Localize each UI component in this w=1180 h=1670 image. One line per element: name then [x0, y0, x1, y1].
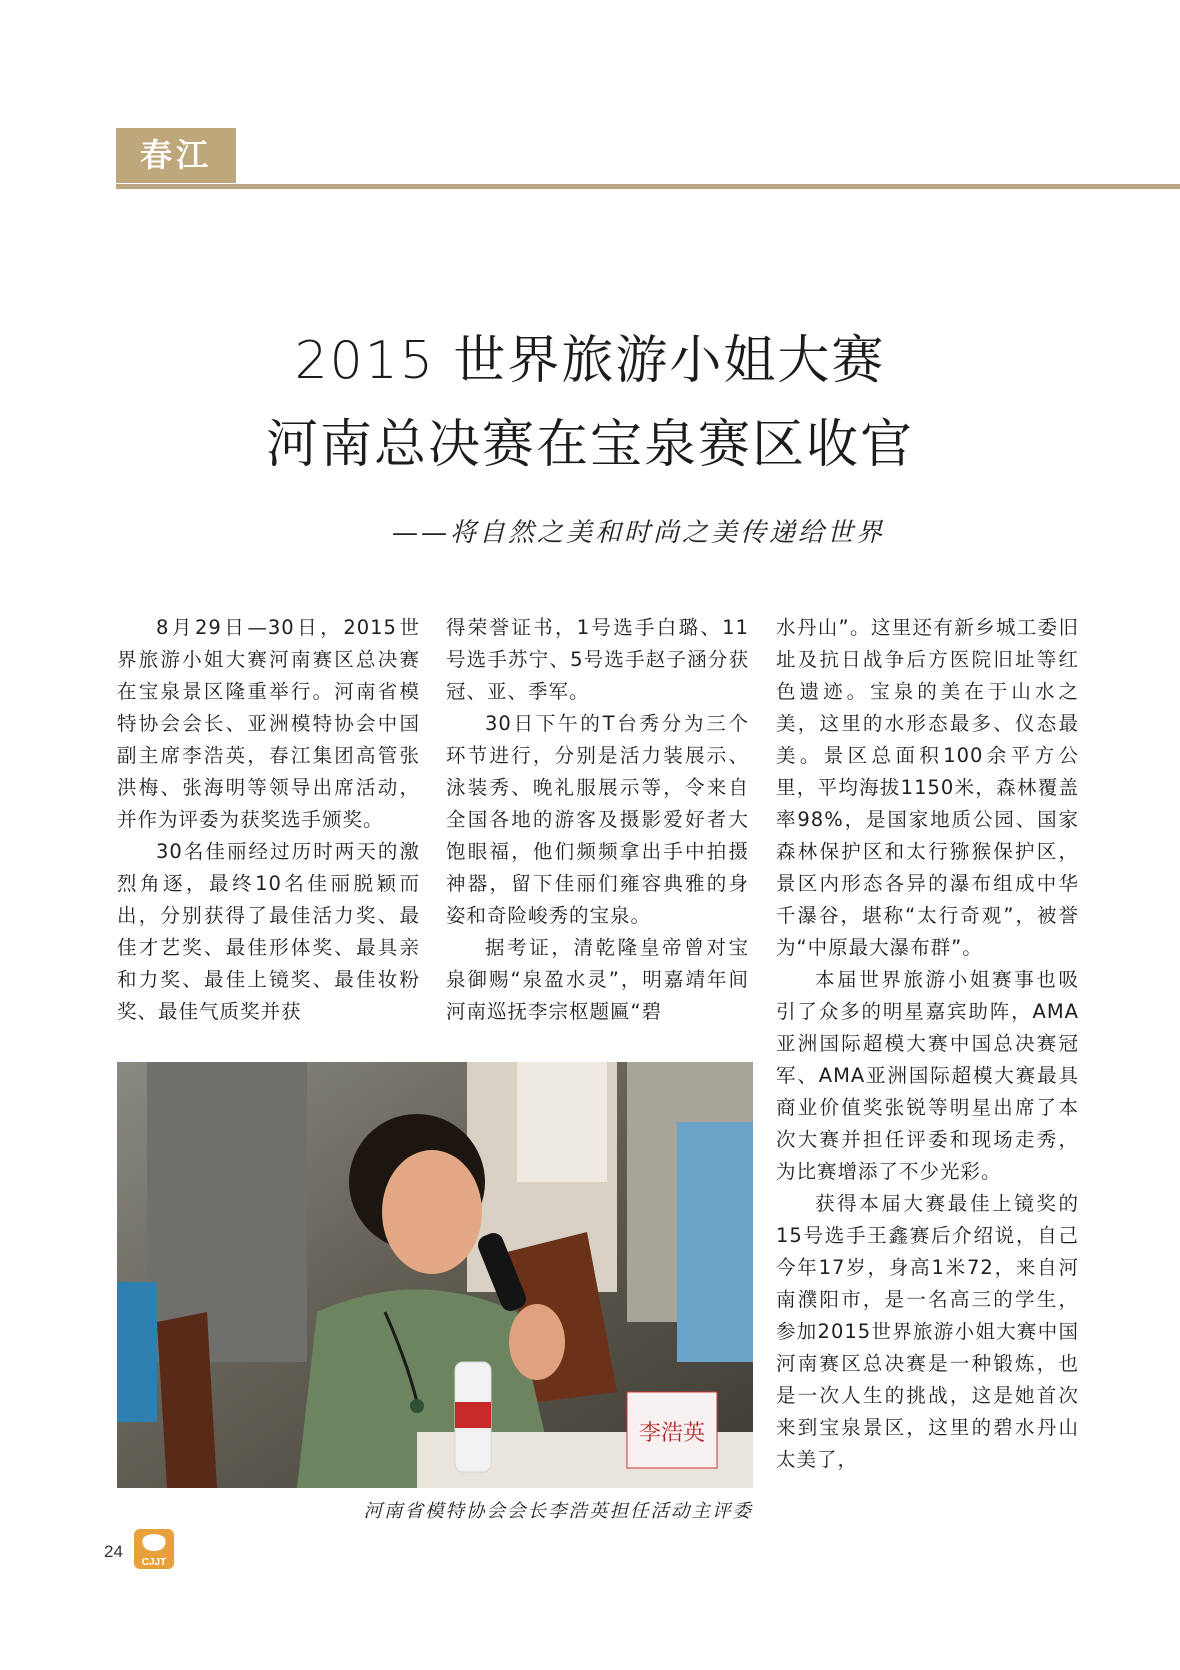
nameplate-text: 李浩英 [638, 1421, 706, 1446]
text-column-2 [446, 612, 749, 1028]
paragraph: 获得本届大赛最佳上镜奖的15号选手王鑫赛后介绍说，自己今年17岁，身高1米72，来自河南濮阳市，是一名高三的学生，参加2015世界旅游小姐大赛中国河南赛区总决赛是一种锻炼，也是一次人生的挑战，这是她首次来到宝泉景区，这里的碧水丹山太美了， [776, 1192, 1079, 1471]
paragraph: 本届世界旅游小姐赛事也吸引了众多的明星嘉宾助阵，AMA亚洲国际超模大赛中国总决赛冠军、AMA亚洲国际超模大赛最具商业价值奖张锐等明星出席了本次大赛并担任评委和现场走秀，为比赛增添了不少光彩。 [776, 968, 1079, 1183]
paragraph-continued: 得荣誉证书，1号选手白璐、11号选手苏宁、5号选手赵子涵分获冠、亚、季军。 [446, 616, 749, 703]
logo-text: CJJT [141, 1557, 167, 1568]
section-label: 春江 [116, 128, 236, 183]
text-column-3 [776, 612, 1079, 1476]
text-column-1 [117, 612, 420, 1028]
paragraph: 据考证，清乾隆皇帝曾对宝泉御赐“泉盈水灵”，明嘉靖年间河南巡抚李宗枢题匾“碧 [446, 936, 749, 1023]
child-figure [677, 1122, 753, 1362]
paragraph-continued: 水丹山”。这里还有新乡城工委旧址及抗日战争后方医院旧址等红色遗迹。宝泉的美在于山水之美，这里的水形态最多、仪态最美。景区总面积100余平方公里，平均海拔1150米，森林覆盖率98%，是国家地质公园、国家森林保护区和太行猕猴保护区，景区内形态各异的瀑布组成中华千瀑谷，堪称“太行奇观”，被誉为“中原最大瀑布群”。 [776, 616, 1079, 959]
paragraph: 30名佳丽经过历时两天的激烈角逐，最终10名佳丽脱颖而出，分别获得了最佳活力奖、最佳才艺奖、最佳形体奖、最具亲和力奖、最佳上镜奖、最佳妆粉奖、最佳气质奖并获 [117, 840, 420, 1023]
paragraph: 8月29日—30日，2015世界旅游小姐大赛河南赛区总决赛在宝泉景区隆重举行。河南省模特协会会长、亚洲模特协会中国副主席李浩英，春江集团高管张洪梅、张海明等领导出席活动，并作为评委为获奖选手颁奖。 [117, 616, 420, 831]
paragraph: 30日下午的T台秀分为三个环节进行，分别是活力装展示、泳装秀、晚礼服展示等，令来自全国各地的游客及摄影爱好者大饱眼福，他们频频拿出手中拍摄神器，留下佳丽们雍容典雅的身姿和奇险峻秀的宝泉。 [446, 712, 749, 927]
article-subtitle: ——将自然之美和时尚之美传递给世界 [391, 518, 885, 548]
article-photo [117, 1062, 753, 1488]
background-person [147, 1062, 307, 1362]
photo-caption: 河南省模特协会会长李浩英担任活动主评委 [363, 1501, 753, 1522]
photo-illustration [117, 1062, 753, 1488]
article-title-line2: 河南总决赛在宝泉赛区收官 [265, 415, 914, 475]
header-rule [116, 184, 1180, 189]
page-number: 24 [104, 1542, 123, 1561]
woman-face [382, 1150, 482, 1274]
article-title-line1: 2015 世界旅游小姐大赛 [294, 331, 886, 391]
cjjt-logo-icon [132, 1527, 176, 1571]
